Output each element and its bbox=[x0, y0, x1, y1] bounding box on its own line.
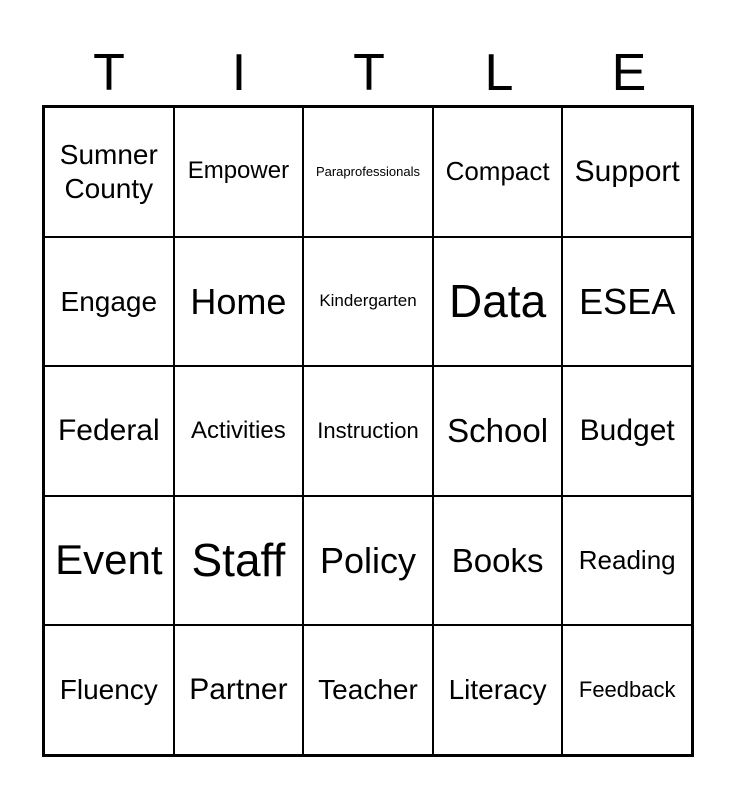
header-letter-l: L bbox=[484, 44, 514, 102]
bingo-cell[interactable] bbox=[303, 107, 433, 237]
bingo-cell[interactable] bbox=[303, 496, 433, 626]
cell-label: Fluency bbox=[59, 674, 158, 706]
header-letter-t1: T bbox=[93, 44, 125, 102]
bingo-cell[interactable] bbox=[562, 496, 692, 626]
cell-label: Policy bbox=[319, 540, 416, 581]
cell-label: Kindergarten bbox=[319, 291, 417, 311]
bingo-cell[interactable] bbox=[44, 625, 174, 755]
cell-label: ESEA bbox=[579, 280, 676, 322]
cell-label: Budget bbox=[579, 413, 675, 447]
bingo-cell[interactable] bbox=[433, 496, 563, 626]
header-letter-i: I bbox=[231, 44, 247, 102]
cell-label: Feedback bbox=[578, 677, 676, 702]
cell-label: Reading bbox=[578, 545, 676, 575]
cell-label: Home bbox=[190, 280, 287, 322]
bingo-cell[interactable] bbox=[562, 625, 692, 755]
bingo-header bbox=[44, 40, 694, 106]
bingo-cell[interactable] bbox=[174, 366, 304, 496]
bingo-cell[interactable] bbox=[174, 237, 304, 367]
cell-label: Activities bbox=[191, 416, 286, 444]
bingo-cell[interactable] bbox=[44, 237, 174, 367]
cell-label: Compact bbox=[445, 156, 550, 187]
bingo-cell[interactable] bbox=[303, 237, 433, 367]
bingo-board bbox=[42, 105, 694, 757]
cell-label: Sumner County bbox=[59, 139, 158, 204]
cell-label: Support bbox=[574, 154, 680, 188]
cell-label: Partner bbox=[189, 673, 288, 707]
header-letter-e: E bbox=[611, 44, 647, 102]
cell-label: Books bbox=[451, 541, 544, 579]
cell-label: Instruction bbox=[317, 417, 419, 443]
header-letter-t2: T bbox=[353, 44, 385, 102]
cell-label: Engage bbox=[60, 285, 158, 317]
bingo-cell[interactable] bbox=[174, 496, 304, 626]
bingo-cell[interactable] bbox=[433, 107, 563, 237]
bingo-cell[interactable] bbox=[562, 366, 692, 496]
cell-label: School bbox=[447, 412, 549, 450]
bingo-cell[interactable] bbox=[174, 625, 304, 755]
bingo-cell[interactable] bbox=[433, 237, 563, 367]
bingo-cell[interactable] bbox=[44, 496, 174, 626]
bingo-cell[interactable] bbox=[44, 107, 174, 237]
cell-label: Literacy bbox=[448, 674, 547, 706]
cell-label: Data bbox=[449, 274, 547, 327]
cell-label: Paraprofessionals bbox=[315, 164, 421, 179]
bingo-cell[interactable] bbox=[562, 107, 692, 237]
bingo-cell[interactable] bbox=[303, 366, 433, 496]
cell-label: Empower bbox=[187, 157, 290, 185]
bingo-cell[interactable] bbox=[303, 625, 433, 755]
bingo-cell[interactable] bbox=[44, 366, 174, 496]
bingo-cell[interactable] bbox=[562, 237, 692, 367]
cell-label: Staff bbox=[191, 534, 286, 586]
cell-label: Federal bbox=[57, 413, 160, 447]
bingo-cell[interactable] bbox=[174, 107, 304, 237]
bingo-cell[interactable] bbox=[433, 625, 563, 755]
bingo-cell[interactable] bbox=[433, 366, 563, 496]
cell-label: Event bbox=[55, 536, 163, 584]
cell-label: Teacher bbox=[318, 674, 418, 706]
